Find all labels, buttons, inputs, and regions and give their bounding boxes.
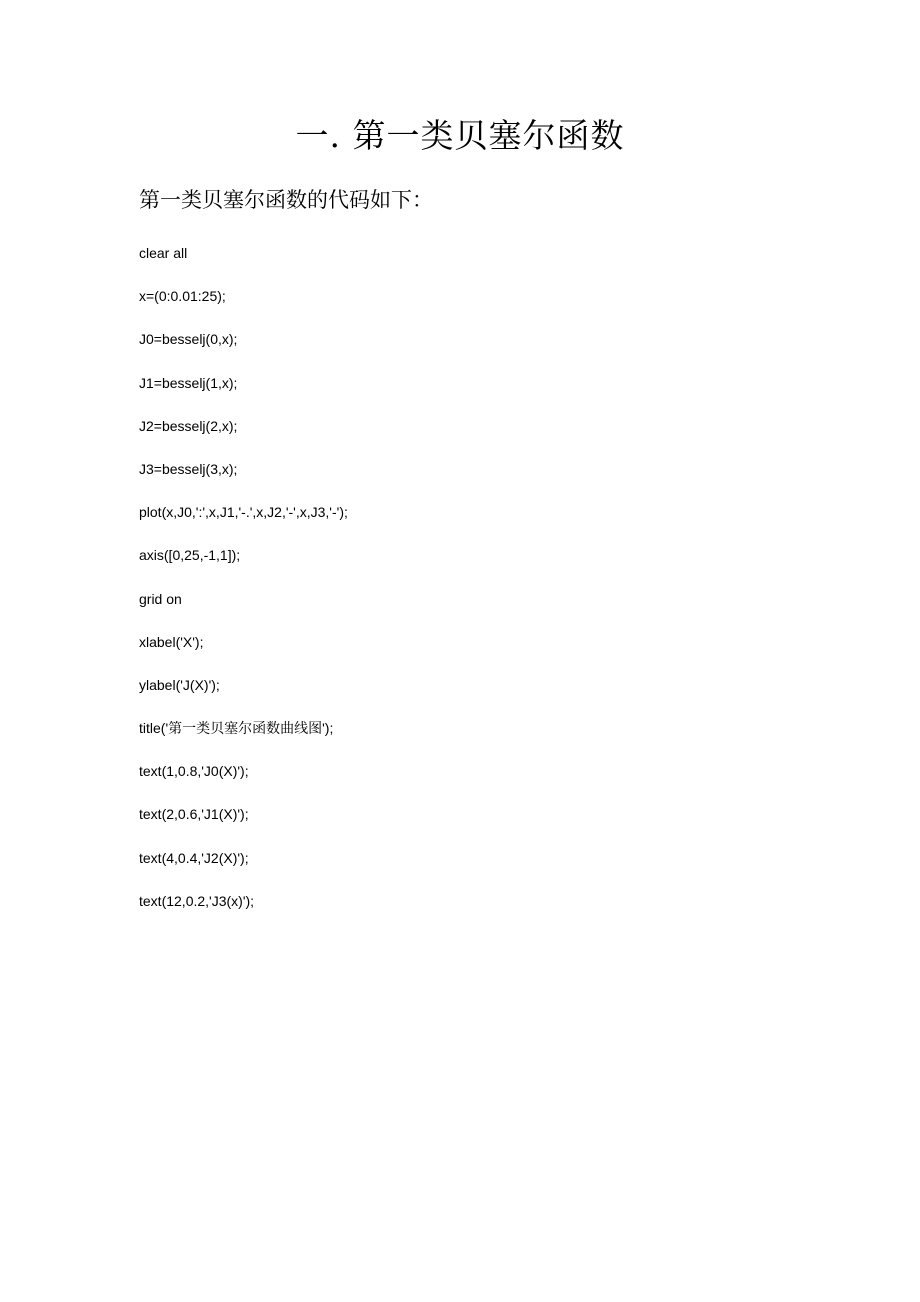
- code-line: plot(x,J0,':',x,J1,'-.',x,J2,'-',x,J3,'-');: [139, 504, 348, 521]
- code-line: axis([0,25,-1,1]);: [139, 547, 241, 564]
- code-line: clear all: [139, 245, 188, 261]
- code-line: J2=besselj(2,x);: [139, 417, 238, 434]
- code-line: J0=besselj(0,x);: [139, 331, 238, 348]
- code-line: title('第一类贝塞尔函数曲线图');: [139, 720, 334, 737]
- code-line: grid on: [139, 590, 182, 607]
- intro-paragraph: 第一类贝塞尔函数的代码如下：: [139, 188, 433, 212]
- code-line: x=(0:0.01:25);: [139, 288, 226, 305]
- code-line: ylabel('J(X)');: [139, 676, 220, 693]
- code-line: text(2,0.6,'J1(X)');: [139, 806, 249, 823]
- code-line: J1=besselj(1,x);: [139, 374, 238, 391]
- code-line: text(4,0.4,'J2(X)');: [139, 849, 249, 866]
- code-line: text(1,0.8,'J0(X)');: [139, 763, 249, 780]
- code-line: J3=besselj(3,x);: [139, 460, 238, 477]
- code-line: text(12,0.2,'J3(x)');: [139, 892, 255, 909]
- code-line: xlabel('X');: [139, 633, 204, 650]
- code-listing: [139, 241, 348, 932]
- section-heading: 一. 第一类贝塞尔函数: [295, 116, 625, 155]
